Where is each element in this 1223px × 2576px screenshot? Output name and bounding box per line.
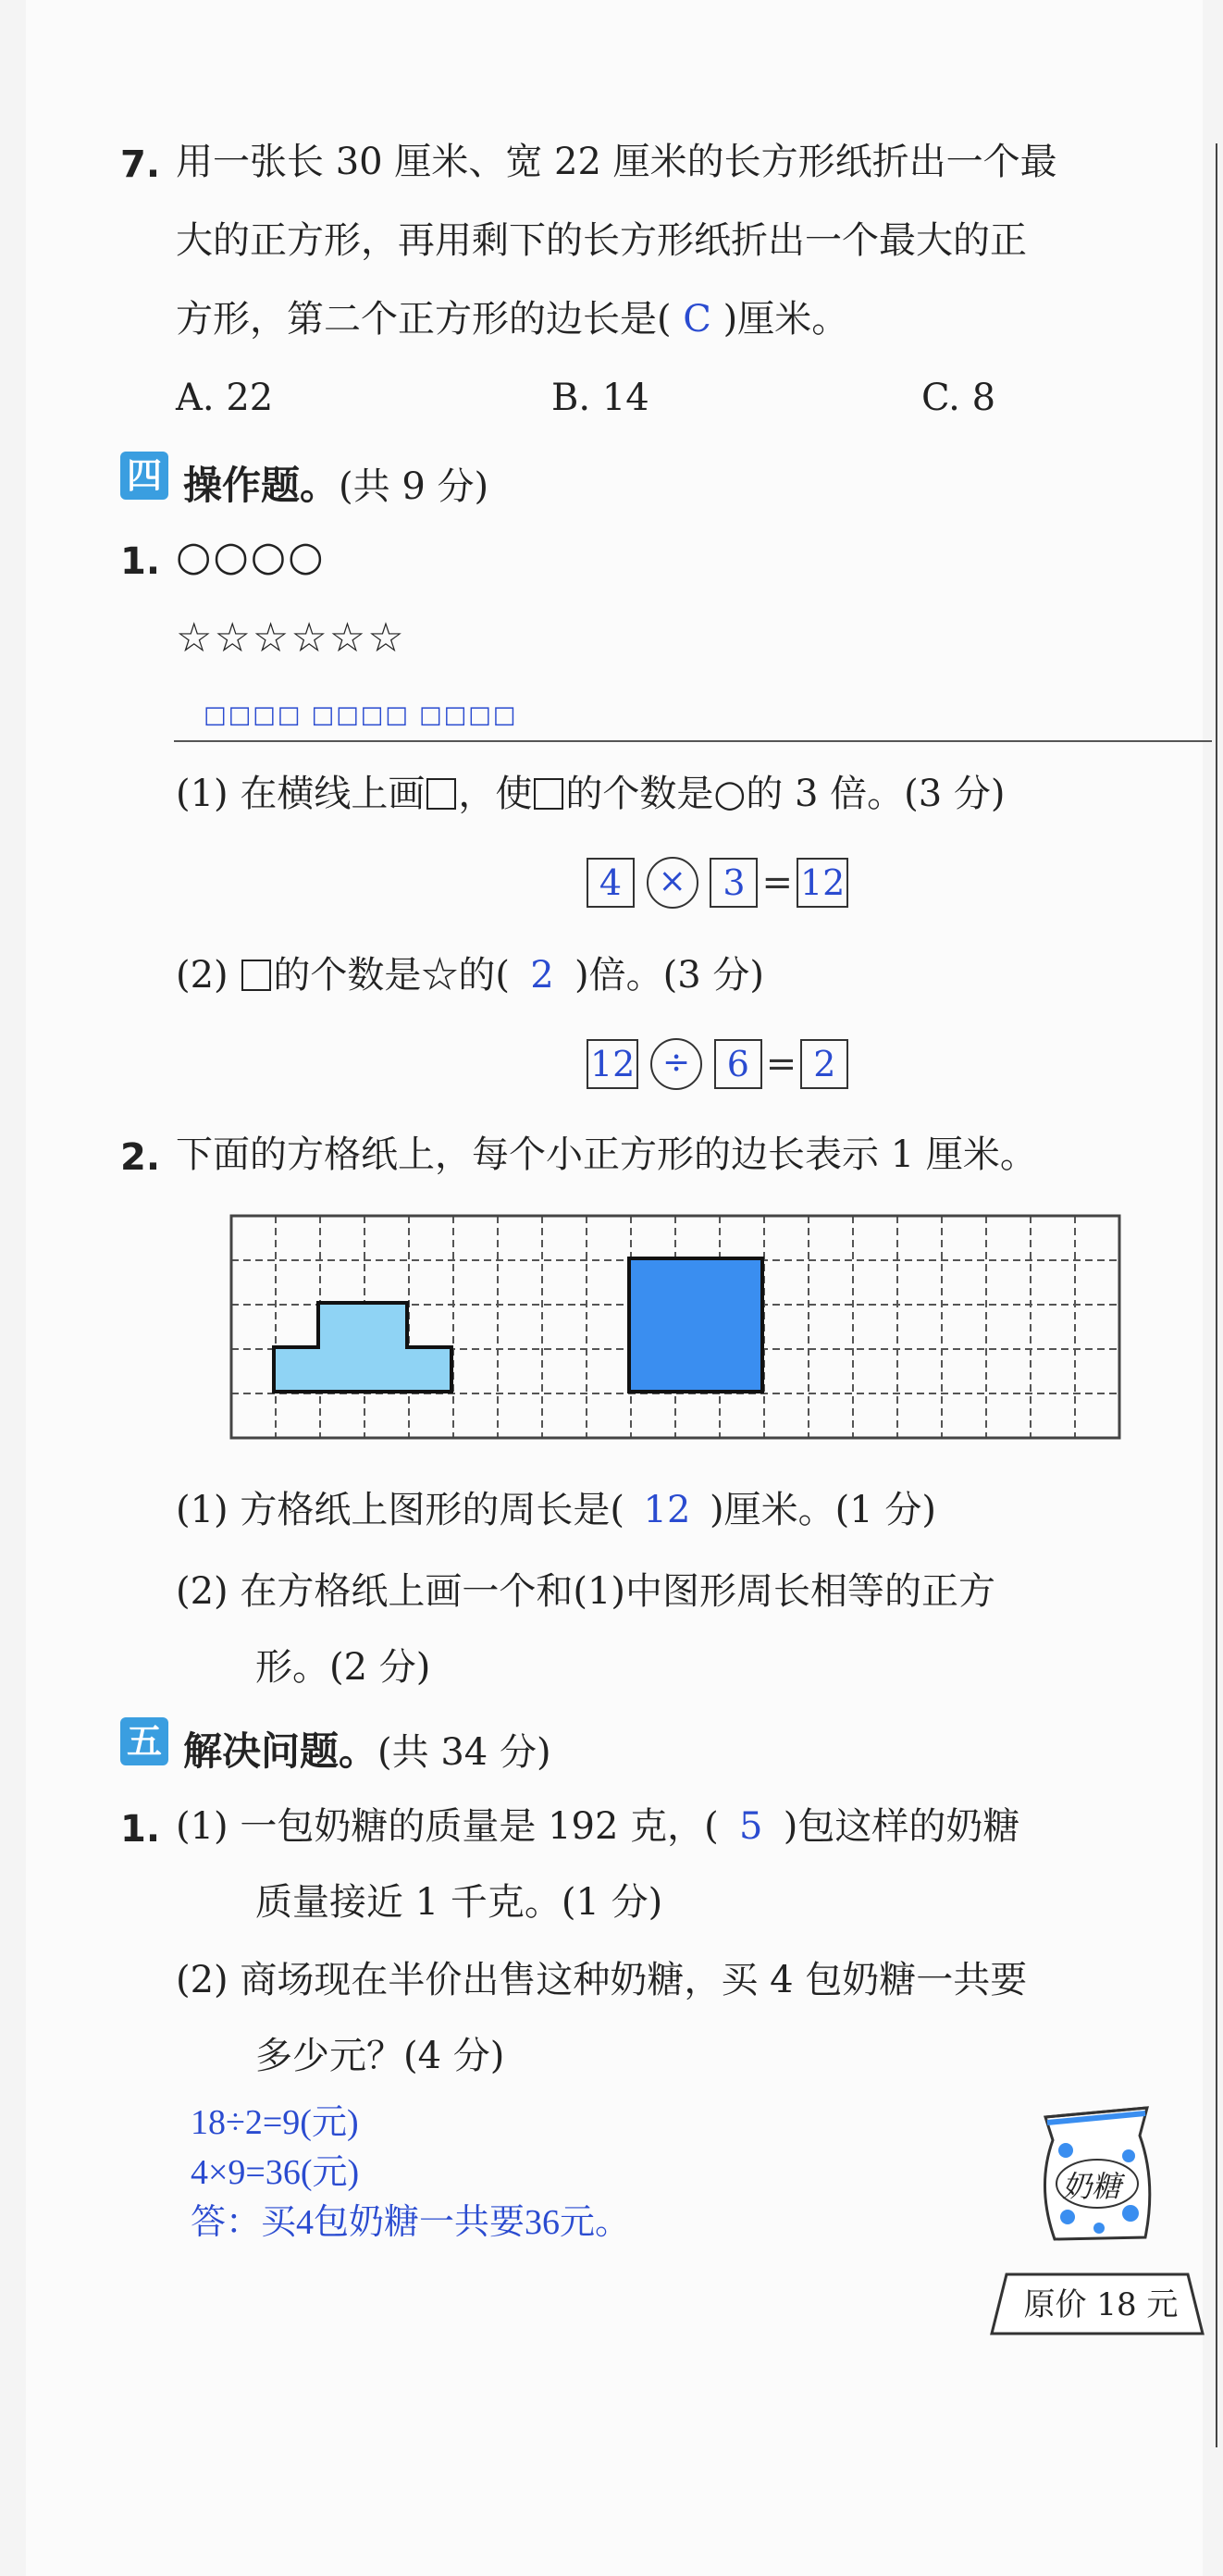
bag-label: 奶糖	[1062, 2169, 1122, 2204]
sub-question-text: )包这样的奶糖	[783, 1805, 1020, 1848]
sub-question-text: )倍。(3 分)	[574, 954, 764, 997]
section-title	[183, 1721, 551, 1777]
answer-blank: 12	[643, 1489, 691, 1531]
drawn-square	[629, 1258, 762, 1392]
equation-box: 3	[710, 858, 758, 908]
sub-question-text: )厘米。(1 分)	[709, 1489, 936, 1531]
sub-question-text: 的个数是○的 3 倍。(3 分)	[565, 773, 1006, 815]
equation-1	[587, 857, 848, 909]
answer-sentence: 答：买4包奶糖一共要36元。	[191, 2203, 631, 2242]
question-number: 2.	[120, 1136, 161, 1179]
square-symbol	[426, 778, 456, 810]
sub-question: (2) 在方格纸上画一个和(1)中图形周长相等的正方	[176, 1570, 996, 1613]
sub-question	[176, 1805, 1020, 1848]
sub-question-text: 的个数是☆的(	[273, 954, 510, 997]
section-title-text: 解决问题。	[183, 1728, 378, 1774]
work-line: 4×9=36(元)	[191, 2153, 360, 2192]
sub-question	[176, 1489, 936, 1531]
sub-question-text: (1) 一包奶糖的质量是 192 克，(	[176, 1805, 719, 1848]
square-symbol	[241, 960, 271, 991]
grid-paper	[229, 1214, 1145, 1442]
question-text: 用一张长 30 厘米、宽 22 厘米的长方形纸折出一个最	[176, 141, 1057, 183]
drawn-squares-answer: □□□□ □□□□ □□□□	[204, 701, 518, 729]
answer-line	[174, 740, 1212, 742]
section-four-icon: 四	[120, 452, 168, 500]
section-score-note: (共 34 分)	[377, 1731, 551, 1774]
option-a: A. 22	[176, 377, 274, 419]
question-text-part: 方形，第二个正方形的边长是(	[176, 298, 672, 341]
sub-question: (2) 商场现在半价出售这种奶糖，买 4 包奶糖一共要	[176, 1959, 1028, 2001]
section-score-note: (共 9 分)	[339, 465, 489, 508]
answer-blank: 5	[739, 1805, 763, 1848]
question-text: 大的正方形，再用剩下的长方形纸折出一个最大的正	[176, 219, 1027, 262]
question-number: 7.	[120, 143, 161, 186]
section-title-text: 操作题。	[183, 463, 340, 508]
sub-question: 多少元？(4 分)	[255, 2035, 505, 2077]
sub-question: 质量接近 1 千克。(1 分)	[255, 1881, 663, 1924]
option-b: B. 14	[551, 377, 649, 419]
question-number: 1.	[120, 540, 161, 583]
stars-row: ☆☆☆☆☆☆	[176, 614, 406, 662]
question-text	[176, 298, 849, 341]
answer-blank: C	[683, 298, 711, 341]
sub-question	[176, 954, 764, 997]
question-text-part: )厘米。	[723, 298, 849, 341]
section-five-icon: 五	[120, 1717, 168, 1765]
sub-question-text: ，使	[458, 773, 533, 815]
work-line: 18÷2=9(元)	[191, 2103, 359, 2142]
price-tag: 原价 18 元	[1023, 2286, 1179, 2323]
equation-box: 4	[587, 858, 635, 908]
option-c: C. 8	[921, 377, 996, 419]
equals-sign: =	[761, 861, 793, 904]
sub-question	[176, 773, 1006, 815]
equals-sign: =	[765, 1043, 797, 1085]
section-title	[183, 455, 488, 511]
sub-question-text: (1) 在横线上画	[176, 773, 426, 815]
square-symbol	[534, 778, 563, 810]
operator-circle: ×	[647, 857, 698, 909]
shape-polygon	[274, 1303, 451, 1392]
right-margin-line	[1216, 143, 1217, 2447]
sub-question-text: (2)	[176, 954, 229, 997]
circles-row: ○○○○	[176, 533, 326, 580]
operator-circle: ÷	[650, 1038, 702, 1090]
answer-blank: 2	[530, 954, 554, 997]
equation-box: 12	[797, 858, 848, 908]
equation-box: 6	[714, 1039, 762, 1089]
equation-2	[587, 1038, 848, 1090]
question-number: 1.	[120, 1808, 161, 1851]
question-text: 下面的方格纸上，每个小正方形的边长表示 1 厘米。	[176, 1133, 1037, 1176]
sub-question: 形。(2 分)	[255, 1646, 431, 1689]
equation-box: 12	[587, 1039, 638, 1089]
sub-question-text: (1) 方格纸上图形的周长是(	[176, 1489, 624, 1531]
worksheet-page	[26, 0, 1203, 2576]
equation-box: 2	[800, 1039, 848, 1089]
